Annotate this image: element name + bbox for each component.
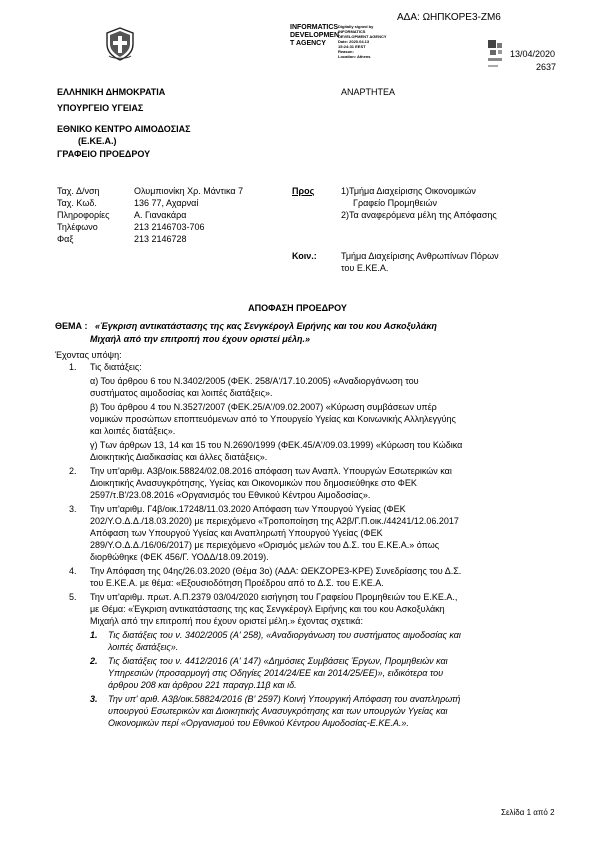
subject-line: «Έγκριση αντικατάστασης της κας Σενγκέρογλ Ειρήνης και του κου Ασκοξυλάκη — [95, 321, 437, 331]
item-line: 202/Υ.Ο.Δ.Δ./18.03.2020) με περιεχόμενο «Τροποποίηση της Α2β/Γ.Π.οικ./44241/12.06.2017 — [90, 516, 459, 526]
item-line: Την υπ'αριθμ. Α3β/οικ.58824/02.08.2016 απόφαση των Αναπλ. Υπουργών Εσωτερικών και — [90, 466, 452, 476]
item-line: Μιχαήλ από την επιτροπή που έχουν οριστεί μέλη.» έχοντας σχετικά: — [90, 616, 363, 626]
contact-value: Ολυμπιονίκη Χρ. Μάντικα 7 — [134, 186, 244, 196]
item-line: με Θέμα: «Έγκριση αντικατάστασης της κας Σενγκέρογλ Ειρήνης και του κου Ασκοξυλάκη — [90, 604, 445, 614]
contact-label: Ταχ. Κωδ. — [57, 198, 97, 208]
recipients-koin-label: Κοιν.: — [292, 251, 317, 261]
subitem-line: Τις διατάξεις του ν. 4412/2016 (Α' 147) «Δημόσιες Συμβάσεις Έργων, Προμηθειών και — [108, 656, 448, 666]
item-line: διορθώθηκε (ΦΕΚ 456/Γ. ΥΟΔΔ/18.09.2019). — [90, 552, 269, 562]
stamp-agency-line: INFORMATICS — [290, 24, 339, 31]
header-center-name: ΕΘΝΙΚΟ ΚΕΝΤΡΟ ΑΙΜΟΔΟΣΙΑΣ — [57, 124, 191, 134]
recipients-pros-label: Προς — [292, 186, 315, 196]
subitem-number: 3. — [90, 694, 98, 704]
item-line: και λοιπές διατάξεις». — [90, 426, 176, 436]
item-number: 3. — [69, 504, 77, 514]
item-number: 5. — [69, 592, 77, 602]
stamp-detail-line: Reason: — [338, 49, 354, 54]
item-line: γ) Των άρθρων 13, 14 και 15 του Ν.2690/1999 (ΦΕΚ.45/Α'/09.03.1999) «Κύρωση του Κώδικα — [90, 440, 463, 450]
subject-label: ΘΕΜΑ : — [55, 321, 88, 331]
contact-label: Ταχ. Δ/νση — [57, 186, 100, 196]
header-ministry: ΥΠΟΥΡΓΕΙΟ ΥΓΕΙΑΣ — [57, 103, 144, 113]
item-line: του Ε.ΚΕ.Α. με θέμα: «Εξουσιοδότηση Προέδρου από το Δ.Σ. του Ε.ΚΕ.Α. — [90, 578, 384, 588]
header-anartitea: ΑΝΑΡΤΗΤΕΑ — [341, 87, 396, 97]
header-republic: ΕΛΛΗΝΙΚΗ ΔΗΜΟΚΡΑΤΙΑ — [57, 87, 166, 97]
stamp-detail-line: Location: Athens — [338, 54, 371, 59]
contact-value: 136 77, Αχαρναί — [134, 198, 199, 208]
header-office: ΓΡΑΦΕΙΟ ΠΡΟΕΔΡΟΥ — [57, 149, 151, 159]
stamp-number: 2637 — [536, 62, 557, 72]
having-regard: Έχοντας υπόψη: — [55, 350, 122, 360]
stamp-agency-line: DEVELOPMEN — [290, 32, 340, 39]
subitem-line: Τις διατάξεις του ν. 3402/2005 (Α' 258), «Αναδιοργάνωση του συστήματος αιμοδοσίας και — [108, 630, 461, 640]
item-line: 2597/τ.Β'/23.08.2016 «Οργανισμός του Εθνικού Κέντρου Αιμοδοσίας». — [90, 490, 371, 500]
contact-label: Πληροφορίες — [57, 210, 110, 220]
item-line: Την Απόφαση της 04ης/26.03.2020 (Θέμα 3ο) (ΑΔΑ: ΩΕΚΖΟΡΕ3-ΚΡΕ) Συνεδρίασης του Δ.Σ. — [90, 566, 462, 576]
item-number: 4. — [69, 566, 77, 576]
recipients-koin-line: Τμήμα Διαχείρισης Ανθρωπίνων Πόρων — [341, 251, 499, 261]
recipients-pros-line: 2)Τα αναφερόμενα μέλη της Απόφασης — [341, 210, 497, 220]
stamp-detail-line: Digitally signed by — [338, 24, 374, 29]
recipients-pros-line: Γραφείο Προμηθειών — [353, 198, 437, 208]
stamp-date: 13/04/2020 — [510, 49, 556, 59]
subitem-number: 1. — [90, 630, 98, 640]
item-line: β) Του άρθρου 4 του Ν.3527/2007 (ΦΕΚ.25/Α'/09.02.2007) «Κύρωση συμβάσεων υπέρ — [90, 402, 437, 412]
item-line: Διοικητικής Διαδικασίας και άλλες διατάξεις». — [90, 452, 268, 462]
page-number: Σελίδα 1 από 2 — [501, 808, 555, 817]
item-line: 289/Υ.Ο.Δ.Δ./16/06/2017) με περιεχόμενο «Ορισμός μελών του Δ.Σ. του Ε.ΚΕ.Α.» όπως — [90, 540, 440, 550]
greek-crest-icon — [104, 27, 136, 66]
stamp-detail-line: 15:24:31 EEST — [338, 44, 366, 49]
recipients-koin-line: του Ε.ΚΕ.Α. — [341, 263, 389, 273]
ada-code: ΑΔΑ: ΩΗΠΚΟΡΕ3-ΖΜ6 — [397, 12, 501, 23]
stamp-detail-line: INFORMATICS — [338, 29, 366, 34]
stamp-logo-icon — [486, 37, 510, 80]
decision-title: ΑΠΟΦΑΣΗ ΠΡΟΕΔΡΟΥ — [248, 303, 347, 313]
item-number: 1. — [69, 362, 77, 372]
contact-value: Α. Γιανακάρα — [134, 210, 187, 220]
item-line: Την υπ'αριθμ. πρωτ. Α.Π.2379 03/04/2020 εισήγηση του Γραφείου Προμηθειών του Ε.ΚΕ.Α., — [90, 592, 458, 602]
subitem-line: Οικονομικών περί «Οργανισμού του Εθνικού Κέντρου Αιμοδοσίας-Ε.ΚΕ.Α.». — [108, 718, 409, 728]
contact-label: Τηλέφωνο — [57, 222, 98, 232]
item-number: 2. — [69, 466, 77, 476]
subitem-line: άρθρου 208 και άρθρου 221 παραγρ.11β και ιδ. — [108, 680, 297, 690]
item-line: Τις διατάξεις: — [90, 362, 142, 372]
item-line: Διοικητικής Ανασυγκρότησης, Υγείας και Οικονομικών που δημοσιεύθηκε στο ΦΕΚ — [90, 478, 417, 488]
subject-line: Μιχαήλ από την επιτροπή που έχουν οριστεί μέλη.» — [90, 334, 310, 344]
recipients-pros-line: 1)Τμήμα Διαχείρισης Οικονομικών — [341, 186, 476, 196]
contact-label: Φαξ — [57, 234, 74, 244]
item-line: Την υπ'αριθμ. Γ4β/οικ.17248/11.03.2020 Απόφαση των Υπουργού Υγείας (ΦΕΚ — [90, 504, 406, 514]
subitem-line: Την υπ' αριθ. Α3β/οικ.58824/2016 (Β' 2597) Κοινή Υπουργική Απόφαση του αναπληρωτή — [108, 694, 461, 704]
subitem-line: Υπηρεσιών (προσαρμογή στις Οδηγίες 2014/24/ΕΕ και 2014/25/ΕΕ)», ειδικότερα του — [108, 668, 444, 678]
stamp-agency-line: T AGENCY — [290, 40, 326, 47]
contact-value: 213 2146728 — [134, 234, 187, 244]
subitem-number: 2. — [90, 656, 98, 666]
item-line: α) Του άρθρου 6 του Ν.3402/2005 (ΦΕΚ. 258/Α'/17.10.2005) «Αναδιοργάνωση του — [90, 376, 419, 386]
subitem-line: υπουργού Εσωτερικών και Διοικητικής Ανασυγκρότησης και των υπουργών Υγείας και — [108, 706, 448, 716]
stamp-detail-line: Date: 2020.04.13 — [338, 39, 370, 44]
contact-value: 213 2146703-706 — [134, 222, 205, 232]
subitem-line: λοιπές διατάξεις». — [108, 642, 179, 652]
header-center-abbr: (Ε.ΚΕ.Α.) — [78, 136, 117, 146]
item-line: νομικών προσώπων εποπτευόμενων από το Υπουργείο Υγείας και Κοινωνικής Αλληλεγγύης — [90, 414, 456, 424]
item-line: Απόφαση των Υπουργού Υγείας και Αναπληρωτή Υπουργού Υγείας (ΦΕΚ — [90, 528, 383, 538]
stamp-detail-line: DEVELOPMENT AGENCY — [338, 34, 387, 39]
item-line: συστήματος αιμοδοσίας και λοιπές διατάξεις». — [90, 388, 273, 398]
